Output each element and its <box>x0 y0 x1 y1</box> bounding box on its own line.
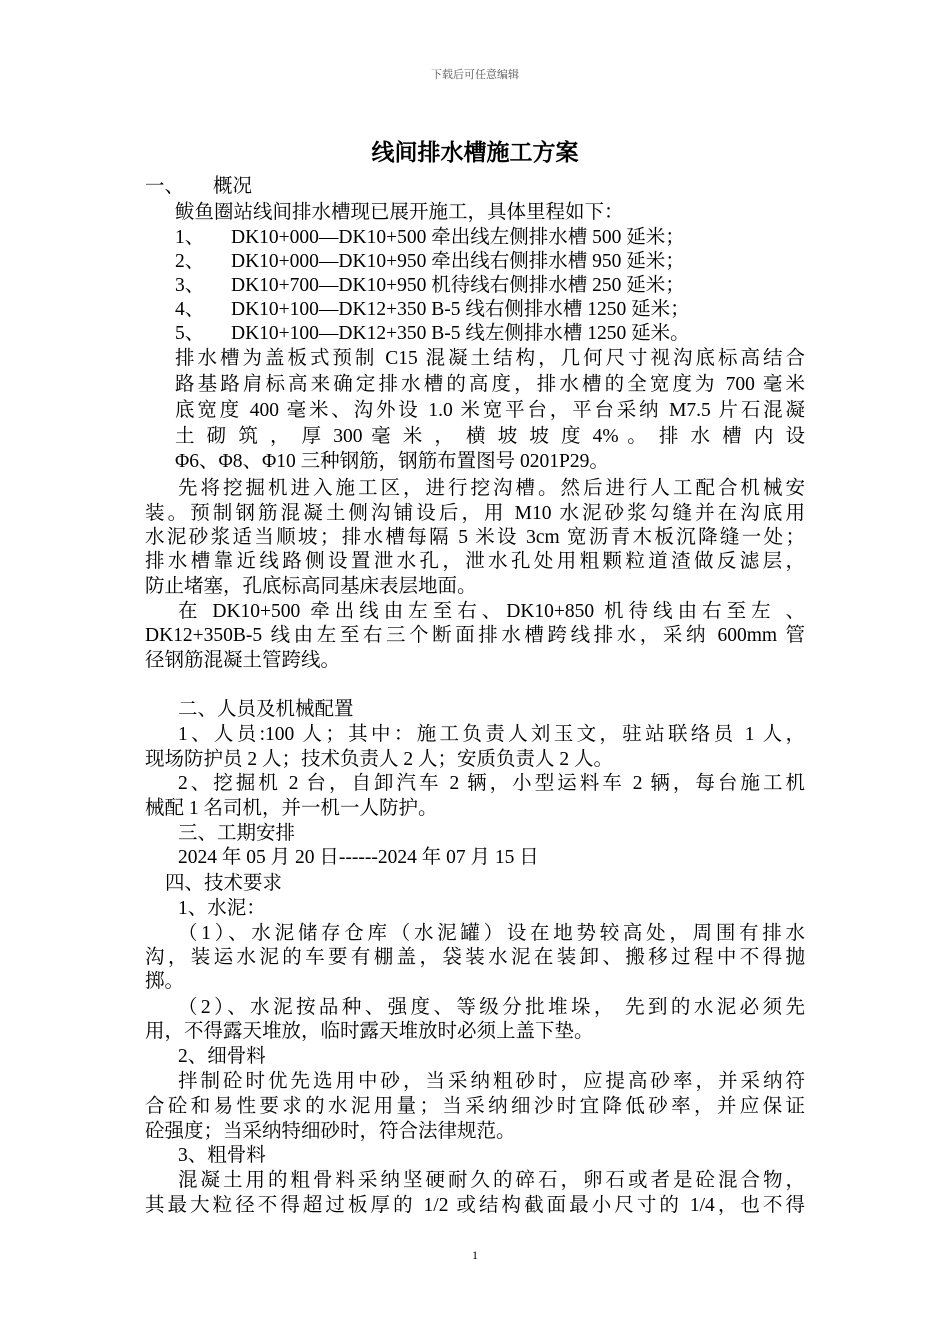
subsection-heading: 3、粗骨料 <box>178 1145 266 1166</box>
list-item <box>175 226 685 250</box>
paragraph-line: 排水槽靠近线路侧设置泄水孔，泄水孔处用粗颗粒道渣做反滤层， <box>145 551 805 572</box>
paragraph-line: 拌制砼时优先选用中砂，当采纳粗砂时，应提高砂率，并采纳符 <box>178 1071 805 1092</box>
paragraph-line: 底宽度 400 毫米、沟外设 1.0 米宽平台，平台采纳 M7.5 片石混凝 <box>175 400 805 421</box>
subsection-heading: 2、细骨料 <box>178 1046 266 1067</box>
paragraph-line: 土 砌 筑 ， 厚 300 毫 米 ， 横 坡 坡 度 4% 。 排 水 槽 内 设 <box>175 426 805 447</box>
paragraph-line: 径钢筋混凝土管跨线。 <box>145 650 341 671</box>
list-number: 4、 <box>175 299 205 320</box>
paragraph-line: 装。预制钢筋混凝土侧沟铺设后，用 M10 水泥砂浆勾缝并在沟底用 <box>145 503 805 524</box>
list-item <box>175 274 685 298</box>
subsection-heading: 1、水泥： <box>178 898 266 919</box>
document-title: 线间排水槽施工方案 <box>371 140 579 166</box>
list-text: DK10+100—DK12+350 B-5 线右侧排水槽 1250 延米； <box>231 299 690 320</box>
list-item <box>175 322 690 346</box>
paragraph-line: 路基路肩标高来确定排水槽的高度，排水槽的全宽度为 700 毫米 <box>175 374 805 395</box>
section-heading-staffing: 二、人员及机械配置 <box>178 699 354 720</box>
list-text: DK10+700—DK10+950 机待线右侧排水槽 250 延米； <box>231 275 685 296</box>
paragraph-line: 1、人员:100 人；其中：施工负责人刘玉文，驻站联络员 1 人， <box>178 724 805 745</box>
paragraph-line: 排水槽为盖板式预制 C15 混凝土结构，几何尺寸视沟底标高结合 <box>175 348 805 369</box>
list-number: 5、 <box>175 323 205 344</box>
paragraph-line: 用，不得露天堆放，临时露天堆放时必须上盖下垫。 <box>145 1021 594 1042</box>
section-title: 概况 <box>213 176 253 197</box>
list-number: 3、 <box>175 275 205 296</box>
section-heading-overview <box>145 175 252 199</box>
list-text: DK10+100—DK12+350 B-5 线左侧排水槽 1250 延米。 <box>231 323 690 344</box>
list-text: DK10+000—DK10+500 牵出线左侧排水槽 500 延米； <box>231 227 685 248</box>
paragraph-line: DK12+350B-5 线由左至右三个断面排水槽跨线排水，采纳 600mm 管 <box>145 625 805 646</box>
paragraph-line: 先将挖掘机进入施工区，进行挖沟槽。然后进行人工配合机械安 <box>178 478 805 499</box>
list-number: 1、 <box>175 227 205 248</box>
schedule-dates: 2024 年 05 月 20 日------2024 年 07 月 15 日 <box>178 847 539 868</box>
paragraph-line: 合砼和易性要求的水泥用量；当采纳细沙时宜降低砂率，并应保证 <box>145 1096 805 1117</box>
header-note: 下载后可任意编辑 <box>431 68 519 81</box>
paragraph-line: 掷。 <box>145 971 185 992</box>
paragraph-line: 2、挖掘机 2 台，自卸汽车 2 辆，小型运料车 2 辆，每台施工机 <box>178 773 805 794</box>
paragraph-line: 水泥砂浆适当顺坡；排水槽每隔 5 米设 3cm 宽沥青木板沉降缝一处； <box>145 527 805 548</box>
page-number: 1 <box>472 1248 478 1262</box>
paragraph-line: （2）、水泥按品种、强度、等级分批堆垛， 先到的水泥必须先 <box>178 997 805 1018</box>
paragraph-line: （1）、水泥储存仓库（水泥罐）设在地势较高处，周围有排水 <box>178 923 805 944</box>
paragraph-line: 其最大粒径不得超过板厚的 1/2 或结构截面最小尺寸的 1/4，也不得 <box>145 1195 805 1216</box>
list-number: 2、 <box>175 251 205 272</box>
paragraph-line: 现场防护员 2 人；技术负责人 2 人；安质负责人 2 人。 <box>145 749 614 770</box>
section-number: 一、 <box>145 176 185 197</box>
paragraph-line: 鲅鱼圈站线间排水槽现已展开施工，具体里程如下： <box>175 202 624 223</box>
paragraph-line: Φ6、Φ8、Φ10 三种钢筋，钢筋布置图号 0201P29。 <box>175 451 609 472</box>
paragraph-line: 防止堵塞，孔底标高同基床表层地面。 <box>145 576 477 597</box>
list-item <box>175 298 690 322</box>
paragraph-line: 沟，装运水泥的车要有棚盖，袋装水泥在装卸、搬移过程中不得抛 <box>145 947 805 968</box>
paragraph-line: 混凝土用的粗骨料采纳坚硬耐久的碎石，卵石或者是砼混合物， <box>178 1170 805 1191</box>
list-item <box>175 250 685 274</box>
list-text: DK10+000—DK10+950 牵出线右侧排水槽 950 延米； <box>231 251 685 272</box>
section-heading-schedule: 三、工期安排 <box>178 823 296 844</box>
paragraph-line: 械配 1 名司机，并一机一人防护。 <box>145 798 438 819</box>
paragraph-line: 砼强度；当采纳特细砂时，符合法律规范。 <box>145 1121 516 1142</box>
paragraph-line: 在 DK10+500 牵出线由左至右、DK10+850 机待线由右至左 、 <box>178 601 805 622</box>
section-heading-technical: 四、技术要求 <box>165 873 283 894</box>
